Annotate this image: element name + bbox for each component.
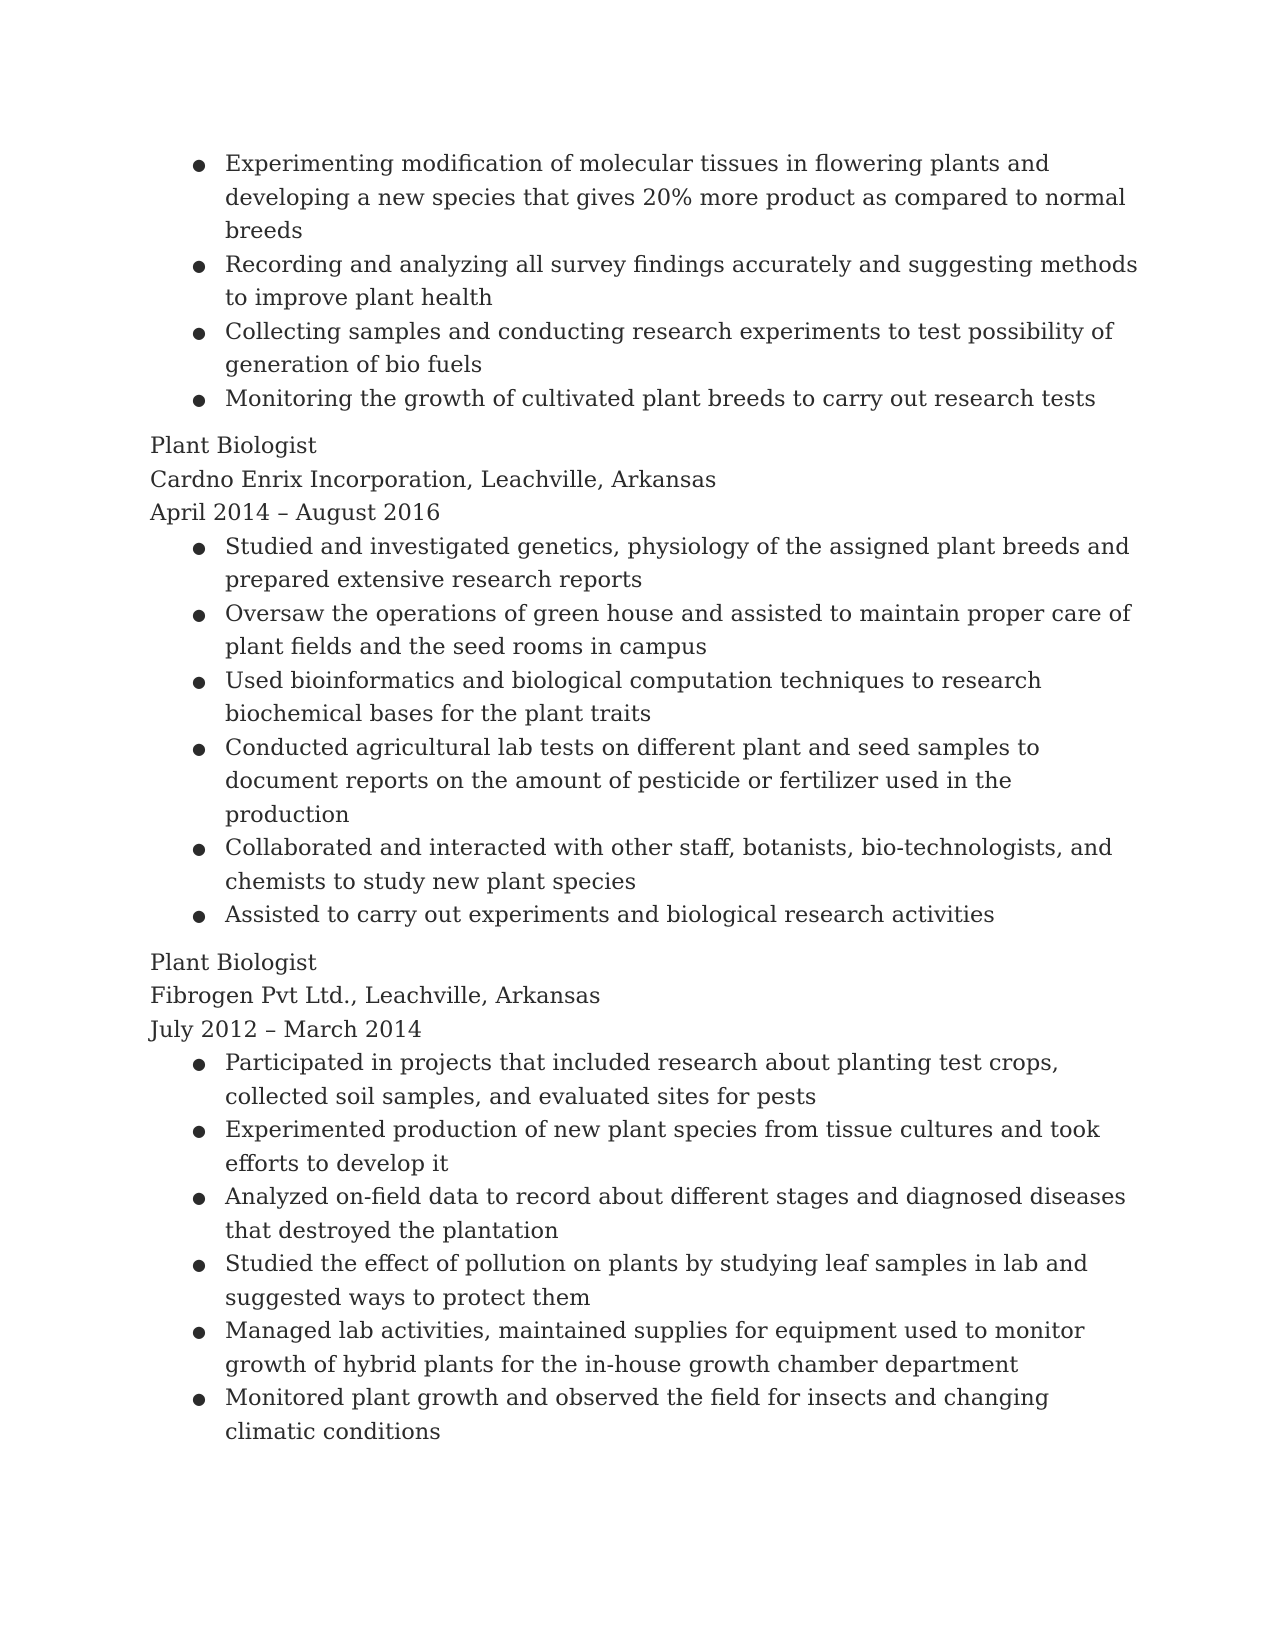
bullet-icon: ●: [192, 255, 206, 275]
list-item: ● Managed lab activities, maintained supplies for equipment used to monitor growth of hybrid plants for the in-house growth chamber department: [150, 1315, 1140, 1382]
list-item: ● Studied and investigated genetics, physiology of the assigned plant breeds and prepared extensive research reports: [150, 531, 1140, 598]
job-dates: July 2012 – March 2014: [150, 1016, 423, 1043]
job-company: Fibrogen Pvt Ltd., Leachville, Arkansas: [150, 983, 601, 1009]
bullet-icon: ●: [192, 604, 206, 624]
list-item: ● Participated in projects that included research about planting test crops, collected soil samples, and evaluated sites for pests: [150, 1047, 1140, 1114]
list-item: ● Experimented production of new plant species from tissue cultures and took efforts to develop it: [150, 1114, 1140, 1181]
list-item: ● Monitored plant growth and observed the field for insects and changing climatic conditions: [150, 1382, 1140, 1449]
bullet-icon: ●: [192, 1322, 206, 1341]
list-item: ● Studied the effect of pollution on plants by studying leaf samples in lab and suggested ways to protect them: [150, 1248, 1140, 1315]
intro-bullet-list: [150, 148, 1140, 416]
list-item: ● Used bioinformatics and biological computation techniques to research biochemical bases for the plant traits: [150, 665, 1140, 732]
list-item: ● Monitoring the growth of cultivated plant breeds to carry out research tests: [150, 383, 1140, 417]
list-item: ● Experimenting modification of molecular tissues in flowering plants and developing a new species that gives 20% more product as compared to normal breeds: [150, 148, 1140, 249]
list-item: ● Collecting samples and conducting research experiments to test possibility of generation of bio fuels: [150, 316, 1140, 383]
bullet-icon: ●: [192, 1054, 206, 1073]
bullet-icon: ●: [192, 1389, 206, 1408]
job-company: Cardno Enrix Incorporation, Leachville, Arkansas: [150, 466, 717, 493]
bullet-icon: ●: [192, 906, 206, 925]
bullet-icon: ●: [192, 738, 206, 758]
list-item: ● Conducted agricultural lab tests on different plant and seed samples to document reports on the amount of pesticide or fertilizer used in the production: [150, 732, 1140, 833]
bullet-icon: ●: [192, 322, 206, 342]
list-item: ● Analyzed on-field data to record about different stages and diagnosed diseases that destroyed the plantation: [150, 1181, 1140, 1248]
bullet-icon: ●: [192, 389, 206, 409]
job-dates: April 2014 – August 2016: [150, 500, 441, 526]
bullet-icon: ●: [192, 1121, 206, 1140]
job-bullet-list: [150, 531, 1140, 933]
bullet-icon: ●: [192, 1188, 206, 1207]
job-entry-cardno: [150, 430, 1140, 933]
list-item: ● Oversaw the operations of green house and assisted to maintain proper care of plant fields and the seed rooms in campus: [150, 598, 1140, 665]
list-item: ● Recording and analyzing all survey findings accurately and suggesting methods to improve plant health: [150, 249, 1140, 316]
bullet-icon: ●: [192, 537, 206, 557]
bullet-icon: ●: [192, 155, 206, 174]
list-item: ● Assisted to carry out experiments and biological research activities: [150, 899, 1140, 933]
bullet-icon: ●: [192, 671, 206, 691]
resume-content: [150, 148, 1140, 1449]
job-entry-fibrogen: [150, 947, 1140, 1450]
job-bullet-list: [150, 1047, 1140, 1449]
bullet-icon: ●: [192, 1255, 206, 1274]
bullet-icon: ●: [192, 839, 206, 858]
job-title: Plant Biologist: [150, 949, 317, 976]
job-title: Plant Biologist: [150, 433, 317, 459]
list-item: ● Collaborated and interacted with other staff, botanists, bio-technologists, and chemists to study new plant species: [150, 832, 1140, 899]
